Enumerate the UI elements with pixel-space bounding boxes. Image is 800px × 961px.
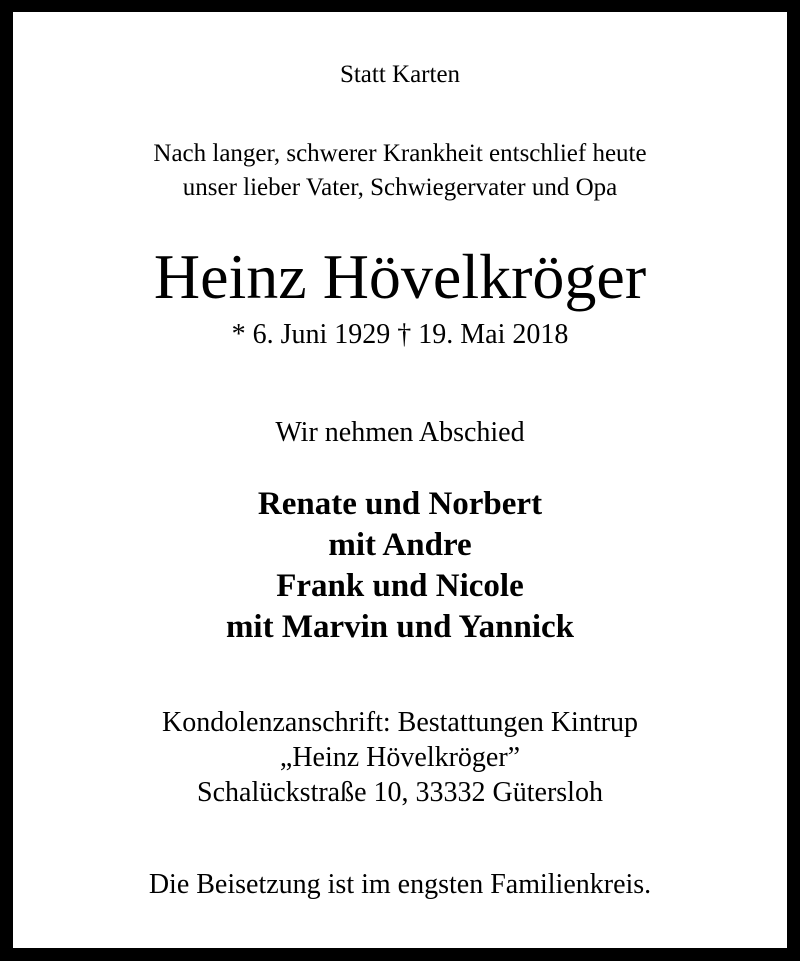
intro-line-1: Nach langer, schwerer Krankheit entschlief heute [153, 140, 647, 167]
farewell-text: Wir nehmen Abschied [275, 417, 525, 448]
mourner-line-2: mit Andre [328, 527, 472, 563]
address-line-1: Kondolenzanschrift: Bestattungen Kintrup [162, 707, 638, 738]
mourner-line-1: Renate und Norbert [257, 486, 543, 522]
obituary-card [13, 12, 787, 948]
life-dates: * 6. Juni 1929 † 19. Mai 2018 [231, 319, 569, 350]
deceased-name: Heinz Hövelkröger [153, 241, 647, 312]
footer-text: Die Beisetzung ist im engsten Familienkreis. [148, 869, 652, 900]
address-line-2: „Heinz Hövelkröger” [279, 742, 521, 773]
mourner-line-3: Frank und Nicole [276, 568, 524, 604]
address-line-3: Schalückstraße 10, 33332 Gütersloh [197, 777, 603, 808]
header-text: Statt Karten [339, 61, 461, 88]
mourner-line-4: mit Marvin und Yannick [225, 609, 575, 645]
intro-line-2: unser lieber Vater, Schwiegervater und Opa [182, 174, 618, 201]
